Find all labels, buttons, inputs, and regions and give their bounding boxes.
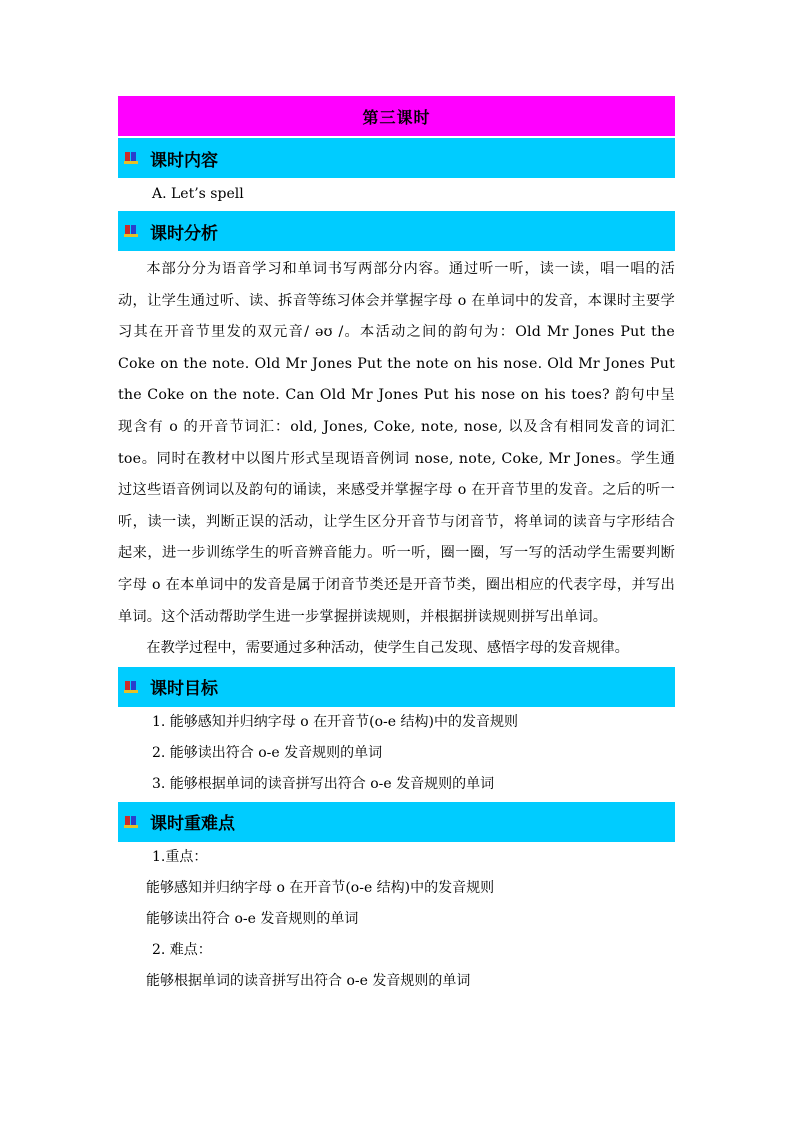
lesson-title: 第三课时: [118, 96, 675, 136]
analysis-paragraph-1: 本部分分为语音学习和单词书写两部分内容。通过听一听，读一读，唱一唱的活动，让学生通过听、读、拆音等练习体会并掌握字母 o 在单词中的发音，本课时主要学习其在开音节里发的双元音/ əʊ /。本活动之间的韵句为：Old Mr Jones Put the Coke on the note. Old Mr Jones Put the note on his nose. Old Mr Jones Put the Coke on the note. Can Old Mr Jones Put his nose on his toes? 韵句中呈现含有 o 的开音节词汇：old, Jones, Coke, note, nose, 以及含有相同发音的词汇 toe。同时在教材中以图片形式呈现语音例词 nose, note, Coke, Mr Jones。学生通过这些语音例词以及韵句的诵读，来感受并掌握字母 o 在开音节里的发音。之后的听一听，读一读，判断正误的活动，让学生区分开音节与闭音节，将单词的读音与字形结合起来，进一步训练学生的听音辨音能力。听一听，圈一圈，写一写的活动学生需要判断字母 o 在本单词中的发音是属于闭音节类还是开音节类，圈出相应的代表字母，并写出单词。这个活动帮助学生进一步掌握拼读规则，并根据拼读规则拼写出单词。: [118, 261, 675, 625]
book-bullet-icon: [124, 680, 138, 694]
goal-line: 1. 能够感知并归纳字母 o 在开音节(o-e 结构)中的发音规则: [152, 714, 518, 731]
book-bullet-icon: [124, 151, 138, 165]
content-line: A. Let’s spell: [152, 185, 244, 202]
lesson-page: [118, 96, 675, 997]
section-heading: 课时分析: [150, 223, 218, 244]
goal-line: 3. 能够根据单词的读音拼写出符合 o-e 发音规则的单词: [152, 776, 495, 793]
section-heading: 课时内容: [150, 150, 218, 171]
book-bullet-icon: [124, 815, 138, 829]
keypoint-line: 1.重点：: [152, 849, 208, 866]
section-keypoints-header: [118, 802, 675, 842]
section-content-header: [118, 138, 675, 178]
section-goals-header: [118, 667, 675, 707]
section-heading: 课时重难点: [150, 814, 235, 835]
keypoint-line: 2. 难点：: [152, 942, 212, 959]
keypoint-line: 能够根据单词的读音拼写出符合 o-e 发音规则的单词: [146, 973, 471, 990]
keypoint-line: 能够感知并归纳字母 o 在开音节(o-e 结构)中的发音规则: [146, 880, 495, 897]
section-analysis-header: [118, 211, 675, 251]
keypoint-line: 能够读出符合 o-e 发音规则的单词: [146, 911, 359, 928]
analysis-paragraph-2: 在教学过程中，需要通过多种活动，使学生自己发现、感悟字母的发音规律。: [146, 640, 629, 657]
book-bullet-icon: [124, 224, 138, 238]
goal-line: 2. 能够读出符合 o-e 发音规则的单词: [152, 745, 383, 762]
section-heading: 课时目标: [150, 679, 218, 700]
